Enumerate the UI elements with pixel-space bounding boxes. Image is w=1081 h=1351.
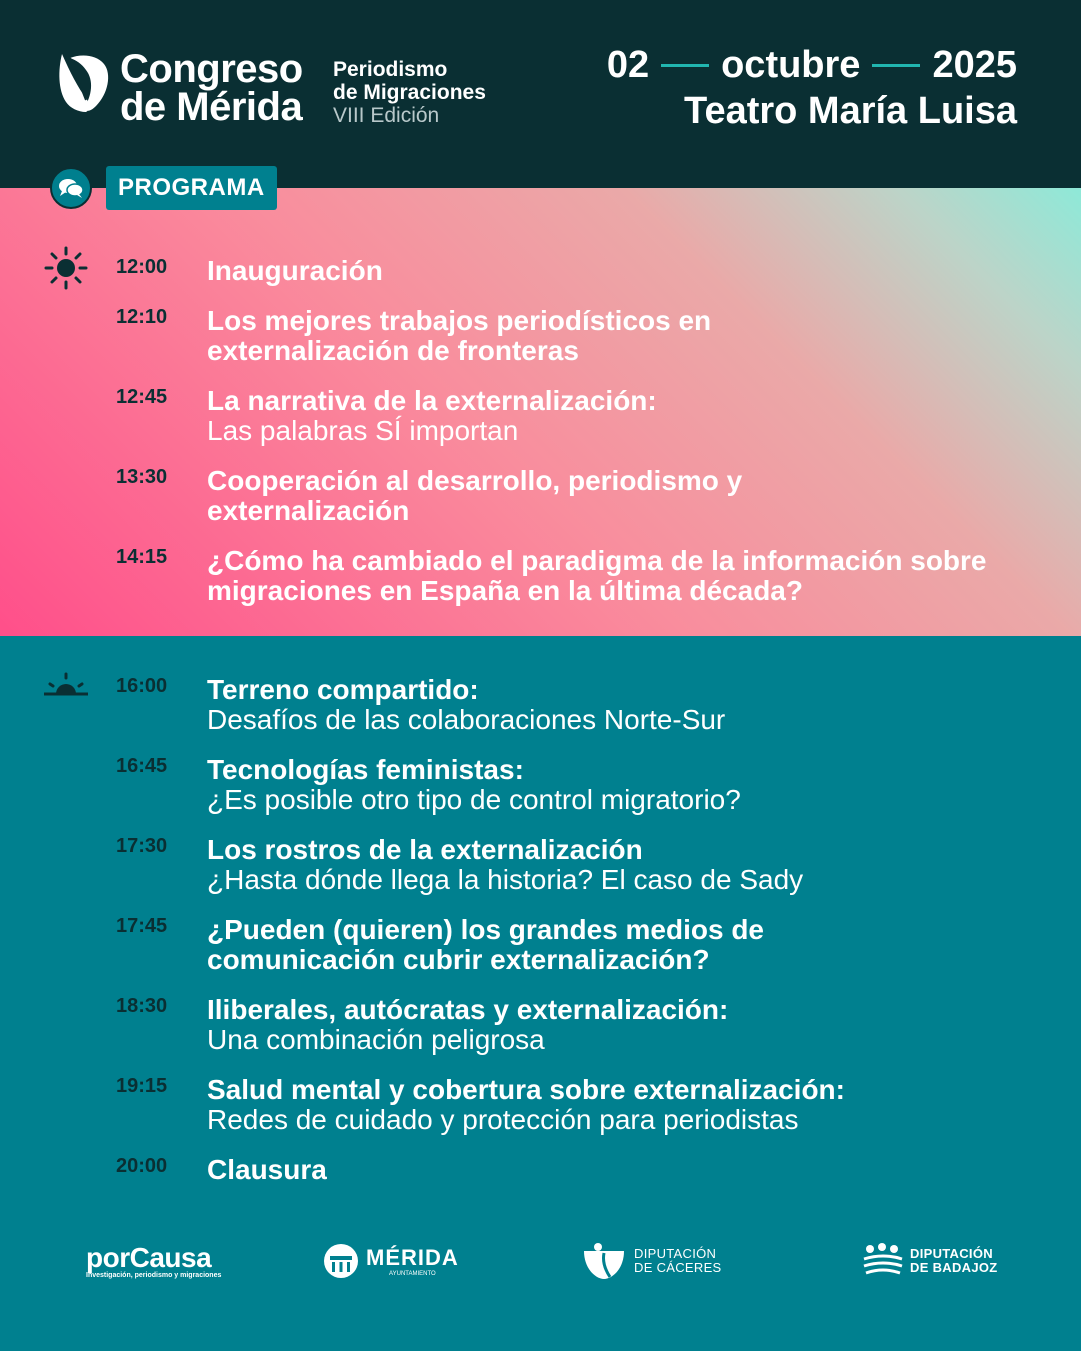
sponsors-bar [0, 1236, 1081, 1296]
item-time: 14:15 [116, 546, 168, 568]
item-subtitle: Desafíos de las colaboraciones Norte-Sur [207, 704, 726, 735]
merida-tagline: AYUNTAMIENTO [389, 1271, 436, 1277]
merida-name: MÉRIDA [366, 1245, 459, 1270]
brand-line-2: de Mérida [120, 85, 303, 129]
edition-label: VIII Edición [333, 104, 440, 127]
item-time: 12:00 [116, 256, 168, 278]
item-time: 17:30 [116, 835, 168, 857]
item-time: 20:00 [116, 1155, 168, 1177]
sunset-icon [44, 672, 88, 698]
item-title: Clausura [207, 1154, 327, 1185]
event-logo [56, 47, 303, 129]
item-time: 16:00 [116, 675, 168, 697]
date-divider [872, 64, 920, 67]
item-subtitle: Redes de cuidado y protección para periodistas [207, 1104, 799, 1135]
item-time: 19:15 [116, 1075, 168, 1097]
item-title: Iliberales, autócratas y externalización: [207, 994, 729, 1025]
caceres-logo [582, 1236, 722, 1286]
item-time: 17:45 [116, 915, 168, 937]
item-title: Tecnologías feministas: [207, 754, 524, 785]
item-title: Los rostros de la externalización [207, 834, 643, 865]
item-subtitle: ¿Hasta dónde llega la historia? El caso de Sady [207, 864, 804, 895]
merida-logo [322, 1236, 459, 1286]
brand-line-1: Congreso [120, 47, 303, 91]
item-title: ¿Pueden (quieren) los grandes medios de comunicación cubrir externalización? [207, 914, 764, 975]
event-venue: Teatro María Luisa [684, 90, 1017, 132]
item-subtitle: Una combinación peligrosa [207, 1024, 545, 1055]
item-time: 13:30 [116, 466, 168, 488]
badajoz-line-1: DIPUTACIÓN [910, 1246, 993, 1261]
item-time: 16:45 [116, 755, 168, 777]
badajoz-logo [862, 1236, 998, 1286]
badajoz-line-2: DE BADAJOZ [910, 1260, 998, 1275]
item-title: La narrativa de la externalización: [207, 385, 657, 416]
date-divider [661, 64, 709, 67]
item-title: Cooperación al desarrollo, periodismo y externalización [207, 465, 743, 526]
date-day: 02 [606, 44, 650, 86]
porcausa-name: porCausa [86, 1241, 212, 1273]
item-time: 18:30 [116, 995, 168, 1017]
merida-crest-icon [322, 1242, 360, 1280]
date-year: 2025 [932, 44, 1017, 86]
sun-icon [44, 246, 88, 290]
item-title: Salud mental y cobertura sobre externalización: [207, 1074, 845, 1105]
header [0, 0, 1081, 188]
programa-label: PROGRAMA [106, 166, 277, 210]
item-title: Los mejores trabajos periodísticos en externalización de fronteras [207, 305, 712, 366]
programa-badge [50, 166, 277, 210]
item-title: Inauguración [207, 255, 383, 286]
caceres-line-1: DIPUTACIÓN [634, 1246, 717, 1261]
badajoz-emblem-icon [862, 1243, 904, 1279]
subtitle-line-1: Periodismo [333, 58, 448, 81]
caceres-emblem-icon [582, 1241, 626, 1281]
item-title: ¿Cómo ha cambiado el paradigma de la información sobre migraciones en España en la última década? [207, 545, 987, 606]
event-subtitle [333, 58, 486, 127]
event-date [607, 44, 1017, 87]
caceres-line-2: DE CÁCERES [634, 1260, 722, 1275]
item-time: 12:10 [116, 306, 168, 328]
item-title: Terreno compartido: [207, 674, 479, 705]
item-subtitle: ¿Es posible otro tipo de control migratorio? [207, 784, 741, 815]
porcausa-tagline: Investigación, periodismo y migraciones [86, 1271, 222, 1279]
date-month: octubre [721, 44, 861, 86]
butterfly-logo-icon [56, 50, 112, 120]
chat-bubbles-icon [50, 167, 92, 209]
item-time: 12:45 [116, 386, 168, 408]
subtitle-line-2: de Migraciones [333, 81, 486, 104]
item-subtitle: Las palabras SÍ importan [207, 415, 519, 446]
porcausa-logo [86, 1236, 221, 1286]
